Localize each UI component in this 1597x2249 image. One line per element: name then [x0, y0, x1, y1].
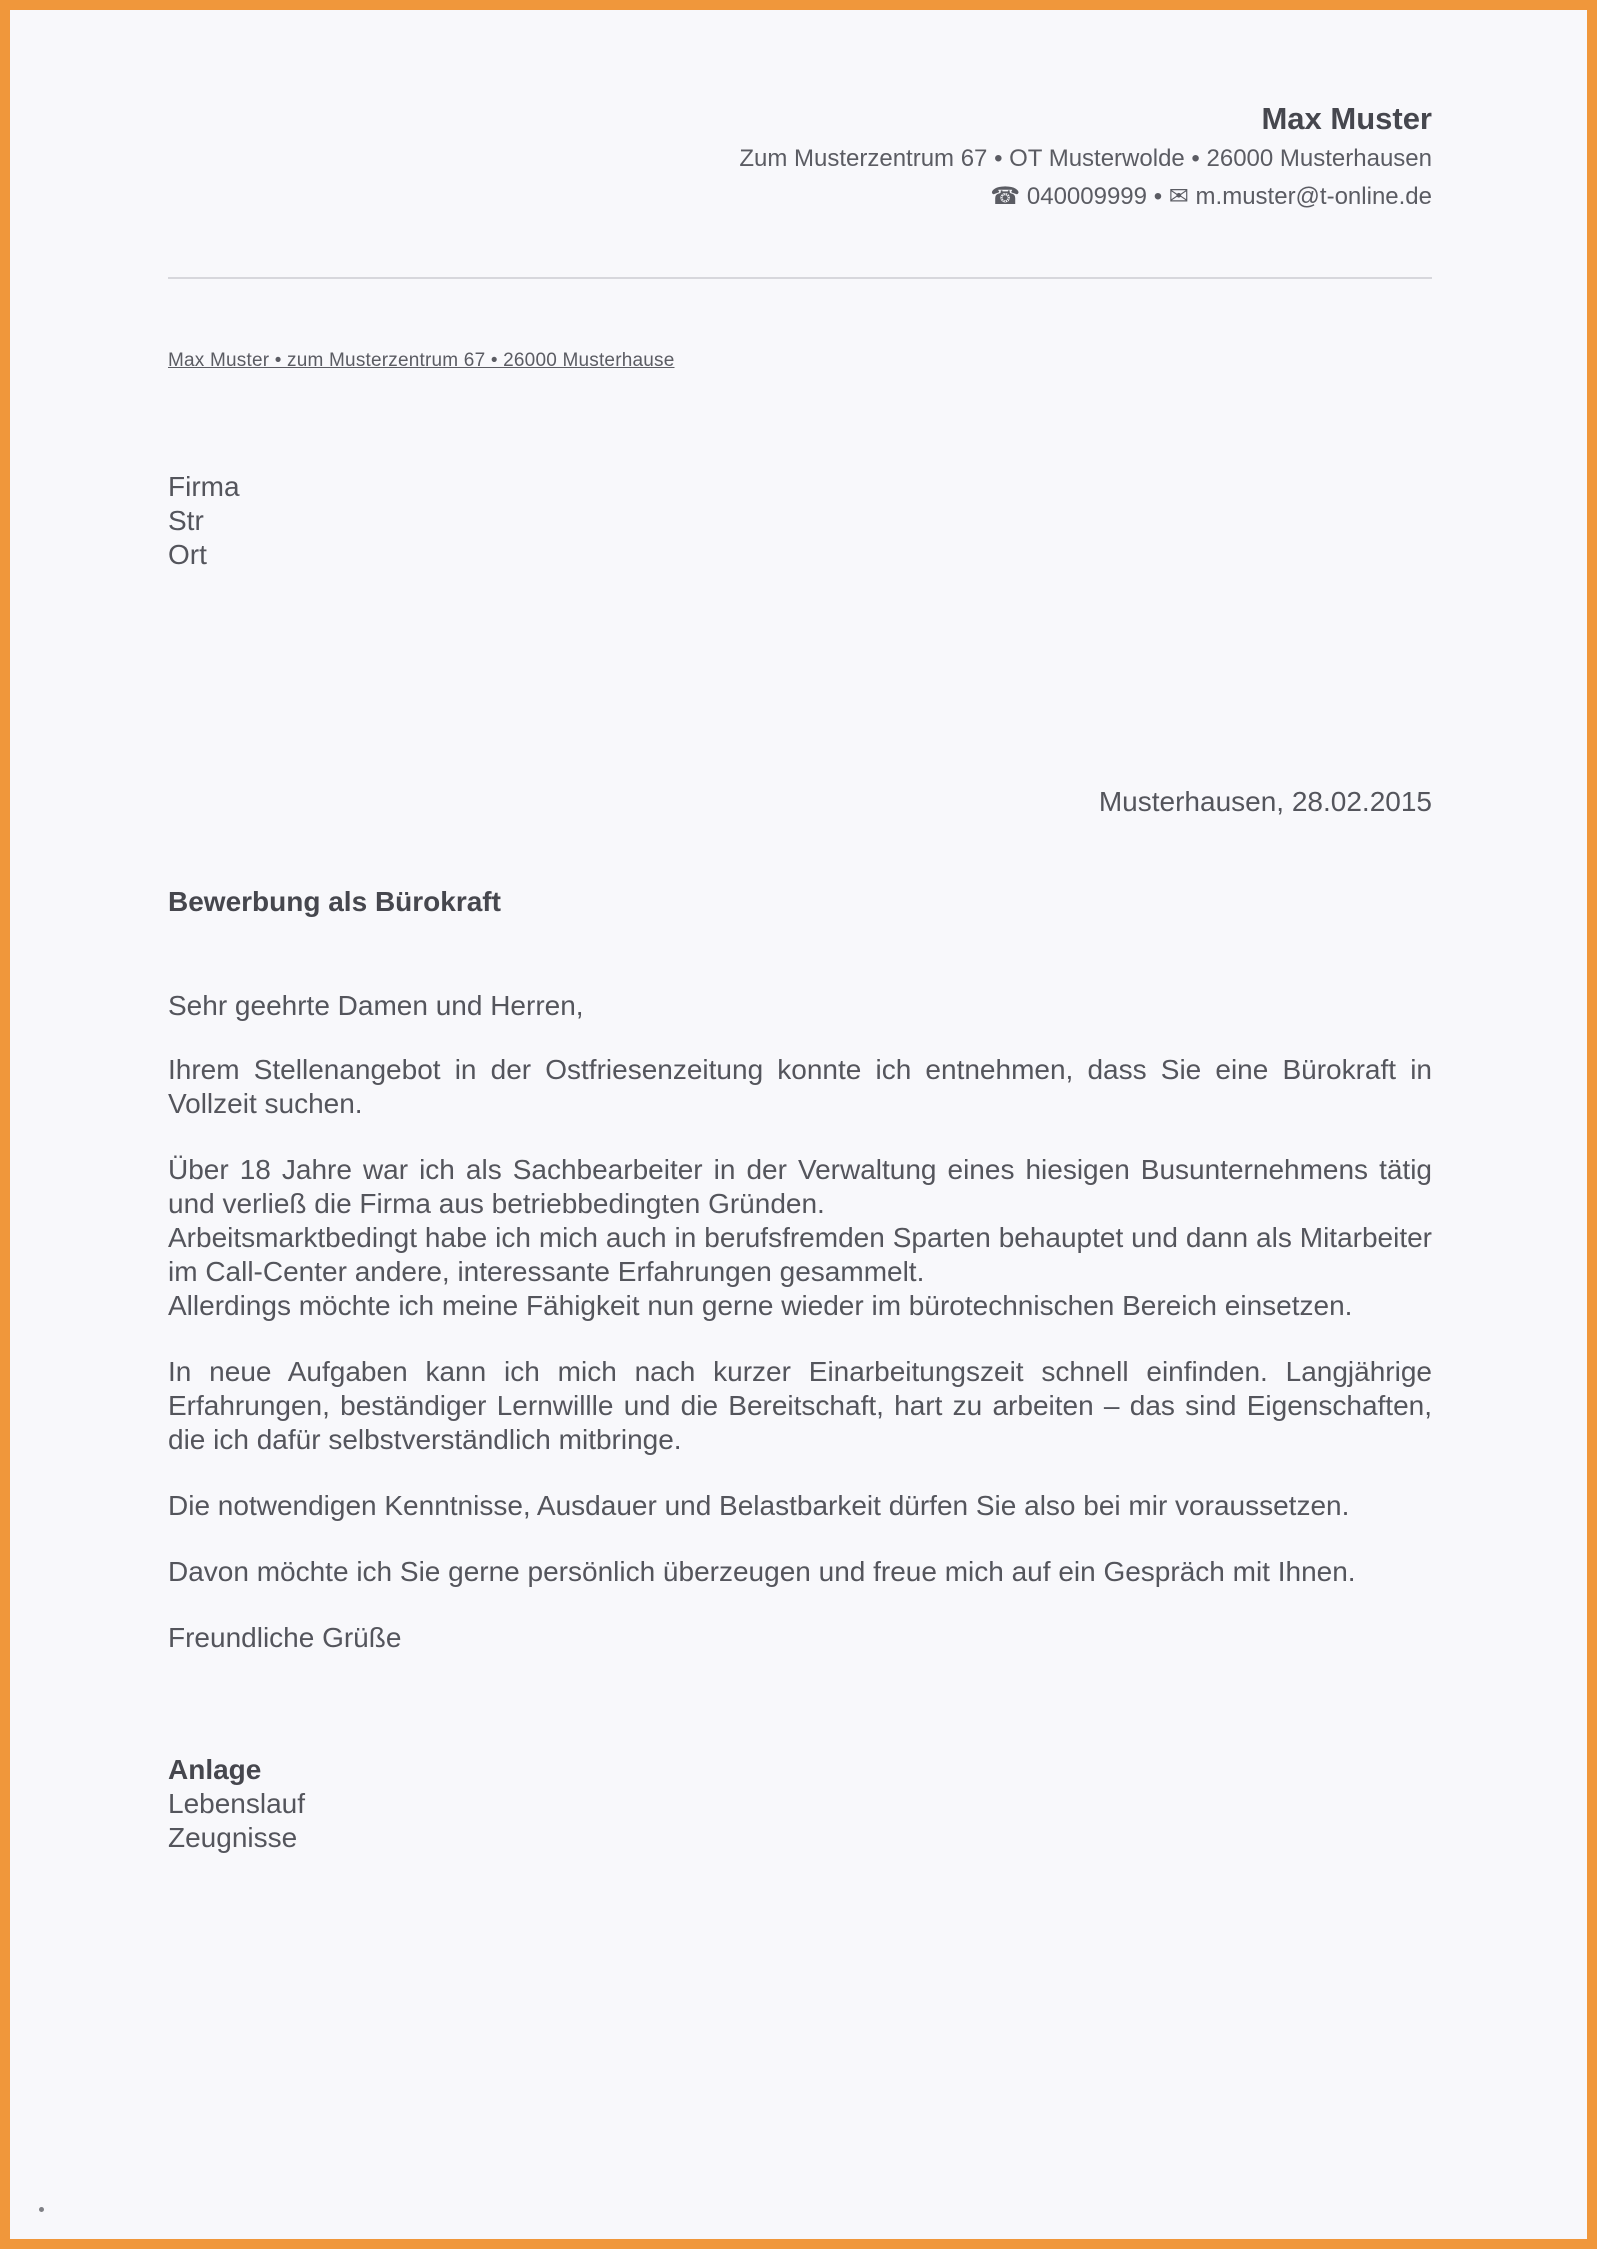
- letter-content: [10, 98, 1587, 1855]
- paragraph-line: Allerdings möchte ich meine Fähigkeit nun gerne wieder im bürotechnischen Bereich einsetzen.: [168, 1290, 1353, 1321]
- attachments-title: Anlage: [168, 1754, 262, 1785]
- return-address-line: Max Muster • zum Musterzentrum 67 • 26000 Musterhause: [168, 350, 675, 371]
- sender-address: Zum Musterzentrum 67 • OT Musterwolde • 26000 Musterhausen: [739, 145, 1432, 172]
- salutation: Sehr geehrte Damen und Herren,: [168, 990, 584, 1021]
- phone-icon: ☎: [990, 183, 1021, 210]
- email-address: m.muster@t-online.de: [1195, 183, 1432, 210]
- date-line: Musterhausen, 28.02.2015: [1098, 786, 1432, 817]
- email-icon: ✉: [1168, 183, 1189, 210]
- paragraph-skills: [168, 1489, 1432, 1523]
- header-divider: [168, 277, 1432, 279]
- recipient-city: Ort: [168, 539, 207, 570]
- attachment-item: Lebenslauf: [168, 1788, 306, 1819]
- paragraph-line: Ihrem Stellenangebot in der Ostfriesenzeitung konnte ich entnehmen, dass Sie eine Bürokraft in Vollzeit suchen.: [168, 1054, 1432, 1119]
- bullet-separator: •: [1153, 183, 1163, 210]
- paragraph-line: Die notwendigen Kenntnisse, Ausdauer und Belastbarkeit dürfen Sie also bei mir voraussetzen.: [168, 1490, 1350, 1521]
- phone-number: 040009999: [1026, 183, 1148, 210]
- subject-line: Bewerbung als Bürokraft: [168, 886, 501, 917]
- paragraph-line: Arbeitsmarktbedingt habe ich mich auch in berufsfremden Sparten behauptet und dann als Mitarbeiter im Call-Center andere, interessante Erfahrungen gesammelt.: [168, 1222, 1432, 1287]
- paragraph-qualities: [168, 1355, 1432, 1457]
- paragraph-line: In neue Aufgaben kann ich mich nach kurzer Einarbeitungszeit schnell einfinden. Langjährige Erfahrungen, beständiger Lernwillle und die Bereitschaft, hart zu arbeiten – das sind Eigenschaften, die ich dafür selbstverständlich mitbringe.: [168, 1356, 1432, 1455]
- paragraph-job-ad: [168, 1053, 1432, 1121]
- paragraph-experience: [168, 1153, 1432, 1323]
- attachment-item: Zeugnisse: [168, 1822, 298, 1853]
- paragraph-interview: [168, 1555, 1432, 1589]
- attachments-block: [168, 1753, 1432, 1855]
- paragraph-line: Über 18 Jahre war ich als Sachbearbeiter in der Verwaltung eines hiesigen Busunternehmens tätig und verließ die Firma aus betriebbedingten Gründen.: [168, 1154, 1432, 1219]
- paragraph-line: Davon möchte ich Sie gerne persönlich überzeugen und freue mich auf ein Gespräch mit Ihnen.: [168, 1556, 1356, 1587]
- recipient-street: Str: [168, 505, 204, 536]
- recipient-company: Firma: [168, 471, 240, 502]
- sender-contact: [168, 178, 1432, 216]
- closing-salutation: Freundliche Grüße: [168, 1622, 402, 1653]
- recipient-block: [168, 470, 1432, 572]
- letter-head: [168, 98, 1432, 216]
- sender-name: Max Muster: [1261, 101, 1432, 136]
- stray-mark: [39, 2207, 44, 2212]
